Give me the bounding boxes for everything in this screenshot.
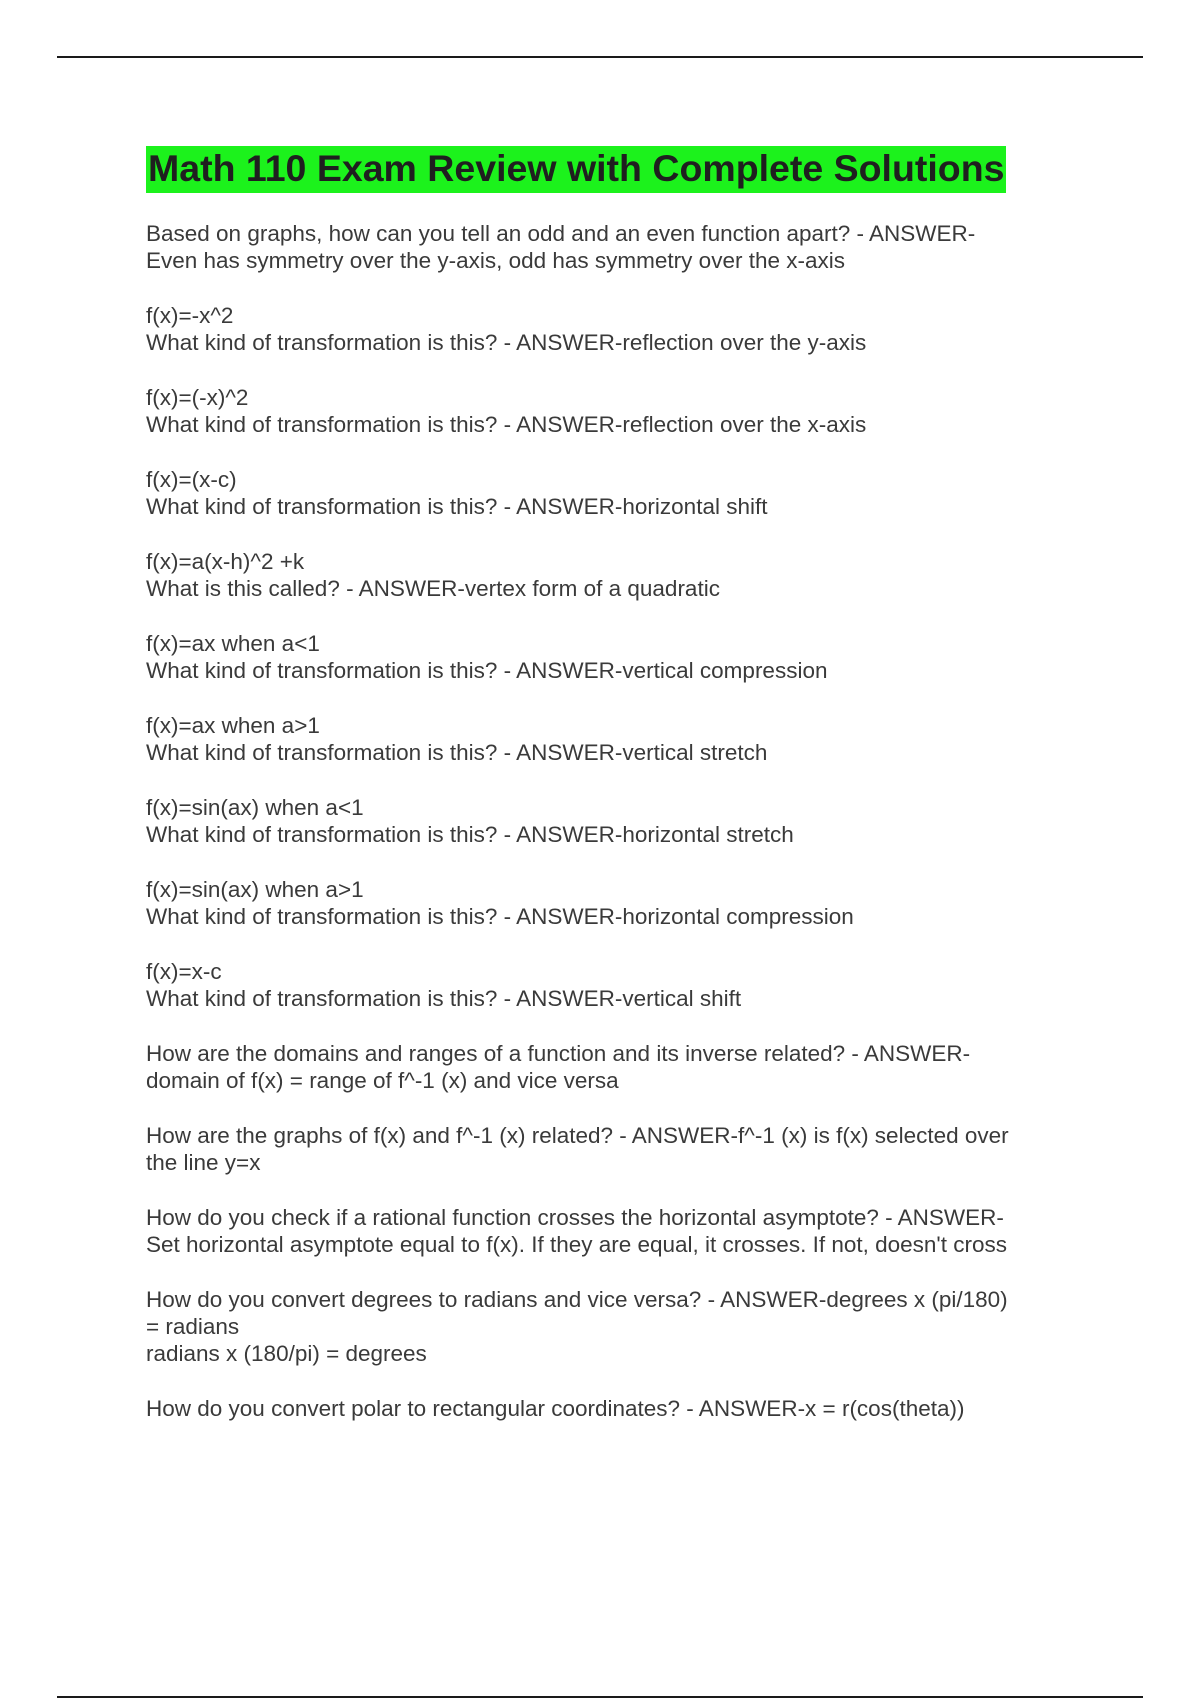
qa-item xyxy=(146,1204,1076,1258)
footer-rule xyxy=(57,1696,1143,1698)
qa-line: domain of f(x) = range of f^-1 (x) and vice versa xyxy=(146,1068,619,1093)
qa-line: f(x)=a(x-h)^2 +k xyxy=(146,549,305,574)
qa-line: What kind of transformation is this? - ANSWER-reflection over the y-axis xyxy=(146,330,867,355)
qa-item xyxy=(146,302,1076,356)
qa-line: How are the graphs of f(x) and f^-1 (x) related? - ANSWER-f^-1 (x) is f(x) selected over xyxy=(146,1123,1009,1148)
qa-line: = radians xyxy=(146,1314,240,1339)
qa-item xyxy=(146,712,1076,766)
qa-item xyxy=(146,1040,1076,1094)
qa-line: What kind of transformation is this? - ANSWER-horizontal compression xyxy=(146,904,854,929)
qa-line: f(x)=-x^2 xyxy=(146,303,234,328)
qa-item xyxy=(146,876,1076,930)
qa-line: the line y=x xyxy=(146,1150,261,1175)
qa-line: How do you convert degrees to radians and vice versa? - ANSWER-degrees x (pi/180) xyxy=(146,1287,1008,1312)
qa-line: Even has symmetry over the y-axis, odd has symmetry over the x-axis xyxy=(146,248,845,273)
qa-item xyxy=(146,1286,1076,1367)
qa-line: How are the domains and ranges of a function and its inverse related? - ANSWER- xyxy=(146,1041,971,1066)
qa-list xyxy=(146,220,1076,1422)
qa-line: f(x)=x-c xyxy=(146,959,222,984)
qa-item xyxy=(146,466,1076,520)
qa-line: Based on graphs, how can you tell an odd and an even function apart? - ANSWER- xyxy=(146,221,976,246)
qa-item xyxy=(146,1395,1076,1422)
qa-line: f(x)=(x-c) xyxy=(146,467,237,492)
qa-line: radians x (180/pi) = degrees xyxy=(146,1341,427,1366)
qa-line: f(x)=(-x)^2 xyxy=(146,385,249,410)
document-title: Math 110 Exam Review with Complete Solutions xyxy=(146,146,1006,193)
qa-line: What kind of transformation is this? - ANSWER-reflection over the x-axis xyxy=(146,412,867,437)
qa-line: What is this called? - ANSWER-vertex form of a quadratic xyxy=(146,576,720,601)
qa-line: What kind of transformation is this? - ANSWER-vertical stretch xyxy=(146,740,768,765)
qa-line: What kind of transformation is this? - ANSWER-vertical shift xyxy=(146,986,742,1011)
qa-line: What kind of transformation is this? - ANSWER-horizontal shift xyxy=(146,494,768,519)
qa-line: How do you convert polar to rectangular coordinates? - ANSWER-x = r(cos(theta)) xyxy=(146,1396,965,1421)
qa-line: What kind of transformation is this? - ANSWER-vertical compression xyxy=(146,658,828,683)
qa-item xyxy=(146,958,1076,1012)
qa-line: f(x)=ax when a<1 xyxy=(146,631,320,656)
qa-item xyxy=(146,794,1076,848)
qa-line: f(x)=sin(ax) when a<1 xyxy=(146,795,364,820)
qa-line: What kind of transformation is this? - ANSWER-horizontal stretch xyxy=(146,822,794,847)
qa-item xyxy=(146,384,1076,438)
qa-item xyxy=(146,548,1076,602)
qa-item xyxy=(146,630,1076,684)
qa-line: f(x)=sin(ax) when a>1 xyxy=(146,877,364,902)
qa-item xyxy=(146,1122,1076,1176)
qa-line: f(x)=ax when a>1 xyxy=(146,713,320,738)
qa-item xyxy=(146,220,1076,274)
page-content xyxy=(146,146,1076,1450)
qa-line: Set horizontal asymptote equal to f(x). If they are equal, it crosses. If not, doesn't cross xyxy=(146,1232,1007,1257)
qa-line: How do you check if a rational function crosses the horizontal asymptote? - ANSWER- xyxy=(146,1205,1004,1230)
header-rule xyxy=(57,56,1143,58)
